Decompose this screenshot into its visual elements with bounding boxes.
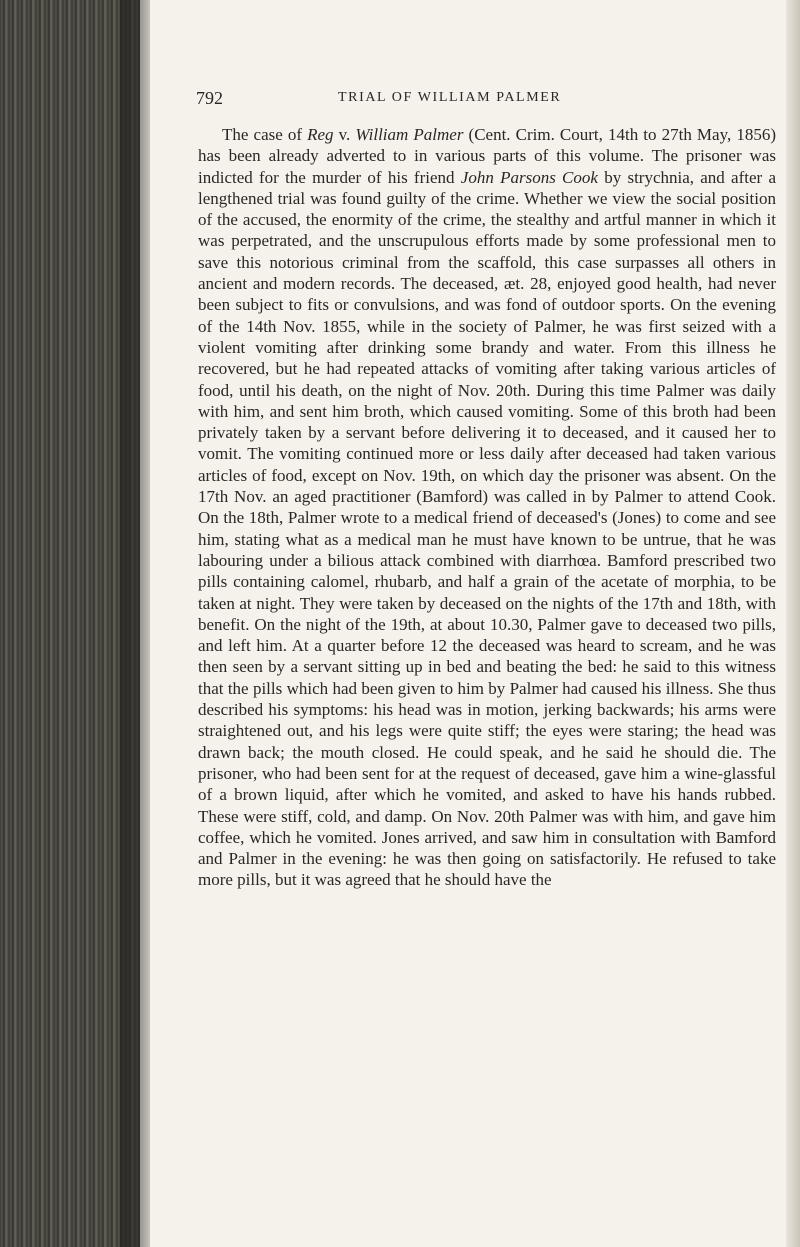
intro-mid-text: (Cent. Crim. Court, 14th to 27th May, 1856) has been already adverted to in various parts of this volume. The prisoner was indicted for the murder of his friend bbox=[198, 125, 776, 187]
victim-name: John Parsons Cook bbox=[460, 167, 598, 187]
intro-text: The case of bbox=[222, 125, 308, 144]
book-binding-gutter bbox=[0, 0, 140, 1247]
case-name-defendant: William Palmer bbox=[355, 125, 464, 144]
versus-text: v. bbox=[333, 125, 356, 144]
page-edge bbox=[786, 0, 800, 1247]
running-title: TRIAL OF WILLIAM PALMER bbox=[338, 90, 562, 105]
page-number: 792 bbox=[196, 88, 223, 108]
case-name-reg: Reg bbox=[307, 125, 334, 144]
running-header bbox=[196, 88, 776, 110]
body-text: by strychnia, and after a lengthened trial was found guilty of the crime. Whether we view the social position of the accused, the enormity of the crime, the stealthy and artful manner in which it was perpetrated, and the unscrupulous efforts made by some professional men to save this notorious criminal from the scaffold, this case surpasses all others in ancient and modern records. The deceased, æt. 28, enjoyed good health, had never been subject to fits or convulsions, and was fond of outdoor sports. On the evening of the 14th Nov. 1855, while in the society of Palmer, he was first seized with a violent vomiting after drinking some brandy and water. From this illness he recovered, but he had repeated attacks of vomiting after taking various articles of food, until his death, on the night of Nov. 20th. During this time Palmer was daily with him, and sent him broth, which caused vomiting. Some of this broth had been privately taken by a servant before delivering it to deceased, and it caused her to vomit. The vomiting continued more or less daily after deceased had taken various articles of food, except on Nov. 19th, on which day the prisoner was absent. On the 17th Nov. an aged practitioner (Bamford) was called in by Palmer to attend Cook. On the 18th, Palmer wrote to a medical friend of deceased's (Jones) to come and see him, stating what as a medical man he must have known to be untrue, that he was labouring under a bilious attack combined with diarrhœa. Bamford prescribed two pills containing calomel, rhubarb, and half a grain of the acetate of morphia, to be taken at night. They were taken by deceased on the nights of the 17th and 18th, with benefit. On the night of the 19th, at about 10.30, Palmer gave to deceased two pills, and left him. At a quarter before 12 the deceased was heard to scream, and he was then seen by a servant sitting up in bed and beating the bed: he said to this witness that the pills which had been given to him by Palmer had caused his illness. She thus described his symptoms: his head was in motion, jerking backwards; his arms were straightened out, and his legs were quite stiff; the eyes were staring; the head was drawn back; the mouth closed. He could speak, and he said he should die. The prisoner, who had been sent for at the request of deceased, gave him a wine-glassful of a brown liquid, after which he vomited, and asked to have his hands rubbed. These were stiff, cold, and damp. On Nov. 20th Palmer was with him, and gave him coffee, which he vomited. Jones arrived, and saw him in consultation with Bamford and Palmer in the evening: he was then going on satisfactorily. He refused to take more pills, but it was agreed that he should have the bbox=[198, 167, 776, 890]
body-paragraph bbox=[198, 124, 776, 891]
